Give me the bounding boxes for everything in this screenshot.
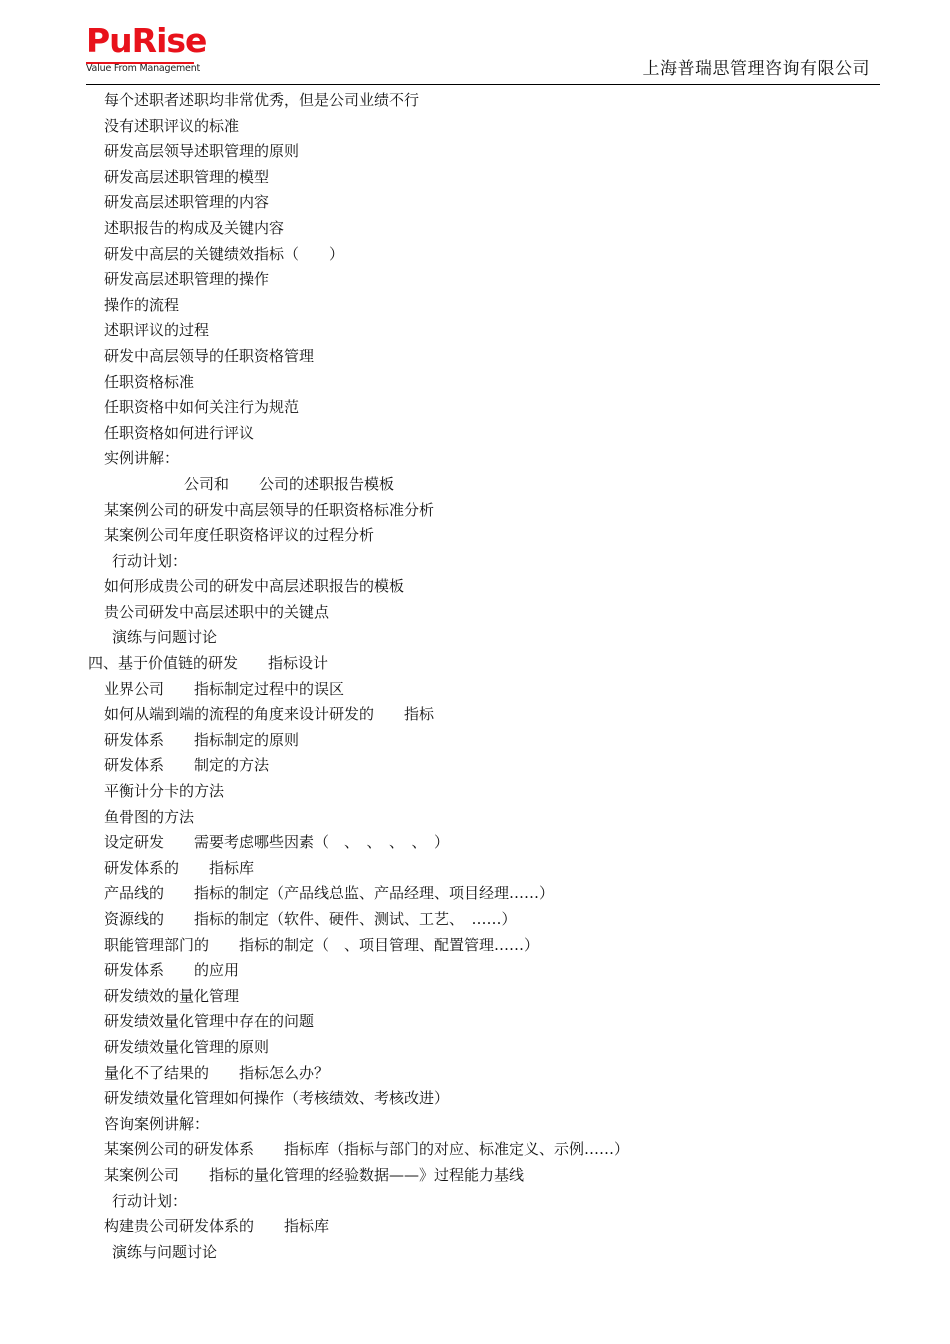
document-line: 研发绩效量化管理中存在的问题 [104,1012,315,1031]
document-line: 构建贵公司研发体系的 指标库 [104,1217,330,1236]
document-line: 咨询案例讲解： [104,1114,210,1133]
logo-tagline: Value From Management [86,63,201,74]
document-line: 研发中高层领导的任职资格管理 [104,346,315,365]
document-line: 每个述职者述职均非常优秀，但是公司业绩不行 [104,91,420,109]
document-line: 某案例公司年度任职资格评议的过程分析 [104,526,375,545]
document-line: 研发绩效量化管理的原则 [104,1037,270,1056]
document-line: 贵公司研发中高层述职中的关键点 [104,602,330,621]
purise-logo [86,21,207,78]
document-line: 研发体系 指标制定的原则 [104,730,300,749]
document-line: 任职资格中如何关注行为规范 [104,398,300,417]
document-line: 公司和 公司的述职报告模板 [184,474,395,493]
document-body [0,88,950,1265]
document-line: 如何形成贵公司的研发中高层述职报告的模板 [104,577,405,596]
document-line: 职能管理部门的 指标的制定（ 、项目管理、配置管理……） [104,935,540,954]
document-line: 某案例公司的研发体系 指标库（指标与部门的对应、标准定义、示例……） [104,1140,630,1159]
document-line: 如何从端到端的流程的角度来设计研发的 指标 [104,705,435,724]
document-line: 研发绩效的量化管理 [104,986,240,1005]
document-line: 产品线的 指标的制定（产品线总监、产品经理、项目经理……） [104,884,555,903]
document-line: 研发高层领导述职管理的原则 [104,142,300,161]
document-line: 鱼骨图的方法 [104,807,195,826]
document-line: 研发体系 的应用 [104,961,240,980]
document-line: 研发绩效量化管理如何操作（考核绩效、考核改进） [104,1089,450,1108]
document-line: 研发高层述职管理的操作 [104,270,270,289]
document-line: 研发中高层的关键绩效指标（ ） [104,244,345,263]
document-line: 某案例公司 指标的量化管理的经验数据——》过程能力基线 [104,1165,525,1184]
company-name: 上海普瑞思管理咨询有限公司 [642,59,870,79]
document-line: 某案例公司的研发中高层领导的任职资格标准分析 [104,500,435,519]
document-line: 研发高层述职管理的内容 [104,193,270,212]
document-line: 四、基于价值链的研发 指标设计 [88,654,329,673]
document-line: 研发体系 制定的方法 [104,756,270,775]
document-line: 任职资格如何进行评议 [104,423,255,442]
document-line: 行动计划： [112,551,188,570]
document-line: 演练与问题讨论 [112,628,218,647]
document-line: 业界公司 指标制定过程中的误区 [104,679,345,698]
header-divider [86,84,880,85]
document-line: 实例讲解： [104,449,180,468]
document-line: 述职报告的构成及关键内容 [104,218,285,237]
document-line: 研发高层述职管理的模型 [104,167,270,186]
document-line: 任职资格标准 [104,372,195,391]
document-line: 资源线的 指标的制定（软件、硬件、测试、工艺、 ……） [104,910,517,928]
document-line: 操作的流程 [104,295,180,314]
document-line: 演练与问题讨论 [112,1242,218,1261]
document-line: 研发体系的 指标库 [104,858,255,877]
document-line: 述职评议的过程 [104,321,210,340]
document-line: 设定研发 需要考虑哪些因素（ 、 、 、 、 ） [104,833,450,852]
document-line: 行动计划： [112,1191,188,1210]
page-header [0,0,950,90]
logo-wordmark: PuRise [86,21,207,60]
document-line: 平衡计分卡的方法 [104,782,225,801]
document-line: 量化不了结果的 指标怎么办？ [104,1063,330,1082]
document-line: 没有述职评议的标准 [104,116,240,135]
